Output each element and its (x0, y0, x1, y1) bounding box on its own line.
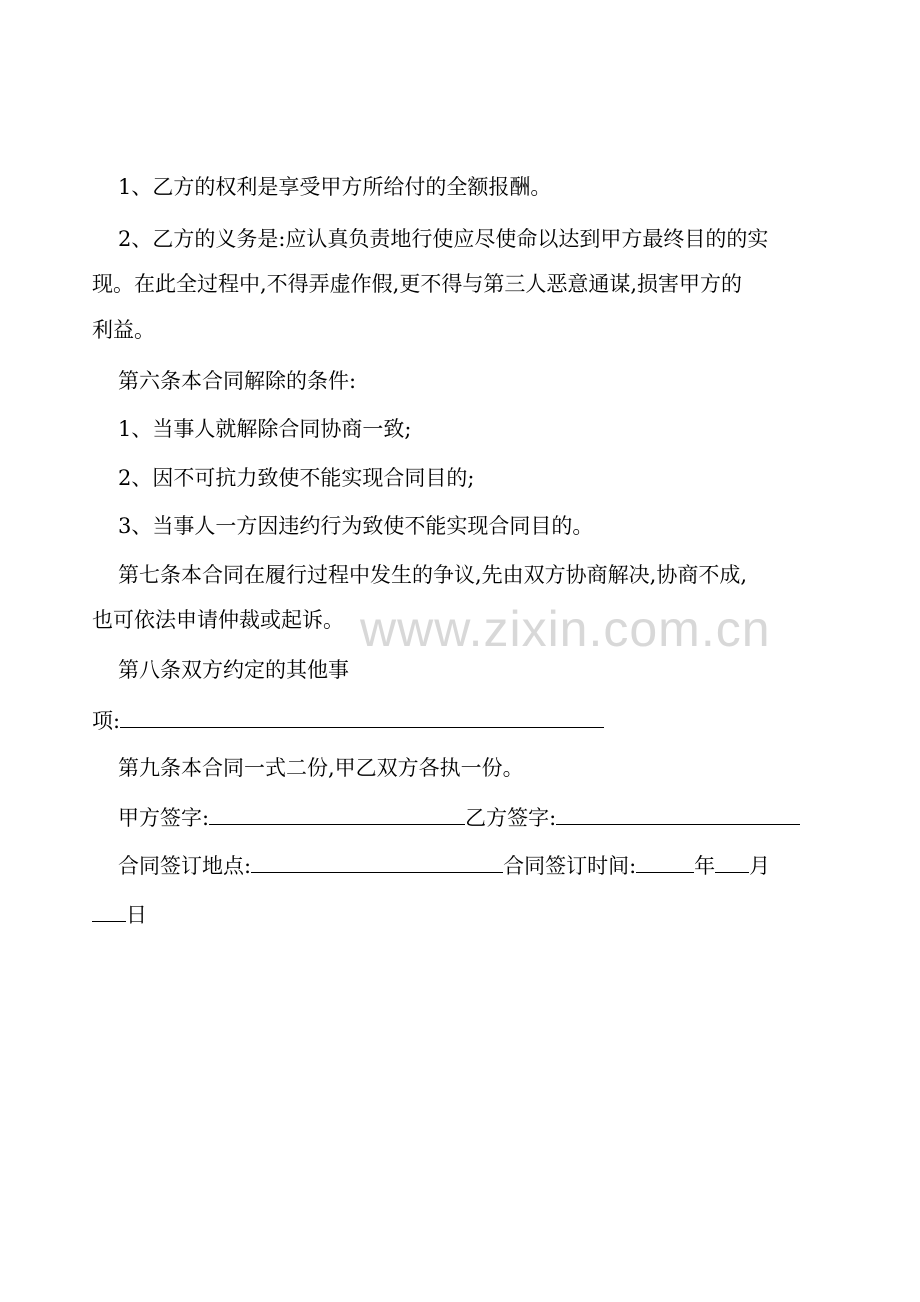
party-a-sign-blank (209, 802, 465, 825)
article-6-item-2: 2、因不可抗力致使不能实现合同目的; (118, 466, 475, 490)
year-label: 年 (694, 854, 716, 878)
paragraph-duty-line1: 2、乙方的义务是:应认真负责地行使应尽使命以达到甲方最终目的的实 (118, 227, 769, 251)
article-6-item-1: 1、当事人就解除合同协商一致; (118, 417, 412, 441)
day-blank (92, 899, 126, 922)
party-b-sign-label: 乙方签字: (465, 806, 557, 830)
watermark: www.zixin.com.cn (360, 601, 771, 657)
article-9: 第九条本合同一式二份,甲乙双方各执一份。 (118, 756, 524, 780)
article-7-line1: 第七条本合同在履行过程中发生的争议,先由双方协商解决,协商不成, (118, 563, 748, 587)
article-6-heading: 第六条本合同解除的条件: (118, 369, 357, 393)
article-8-line1: 第八条双方约定的其他事 (118, 658, 349, 682)
article-6-item-3: 3、当事人一方因违约行为致使不能实现合同目的。 (118, 514, 594, 538)
place-time-row (118, 850, 770, 880)
place-blank (251, 850, 503, 873)
day-row (92, 899, 147, 929)
article-7-line2: 也可依法申请仲裁或起诉。 (92, 608, 344, 632)
day-label: 日 (126, 903, 147, 927)
year-blank (636, 850, 694, 873)
other-matters-blank (120, 705, 604, 728)
article-8-label: 项: (92, 709, 121, 733)
month-label: 月 (749, 854, 771, 878)
time-label: 合同签订时间: (503, 854, 637, 878)
place-label: 合同签订地点: (118, 854, 252, 878)
paragraph-duty-line3: 利益。 (92, 318, 155, 342)
paragraph-right: 1、乙方的权利是享受甲方所给付的全额报酬。 (118, 175, 552, 199)
month-blank (715, 850, 749, 873)
party-b-sign-blank (556, 802, 800, 825)
signature-row (118, 802, 800, 832)
article-8-line2 (92, 705, 604, 735)
paragraph-duty-line2: 现。在此全过程中,不得弄虚作假,更不得与第三人恶意通谋,损害甲方的 (92, 272, 743, 296)
party-a-sign-label: 甲方签字: (118, 806, 210, 830)
